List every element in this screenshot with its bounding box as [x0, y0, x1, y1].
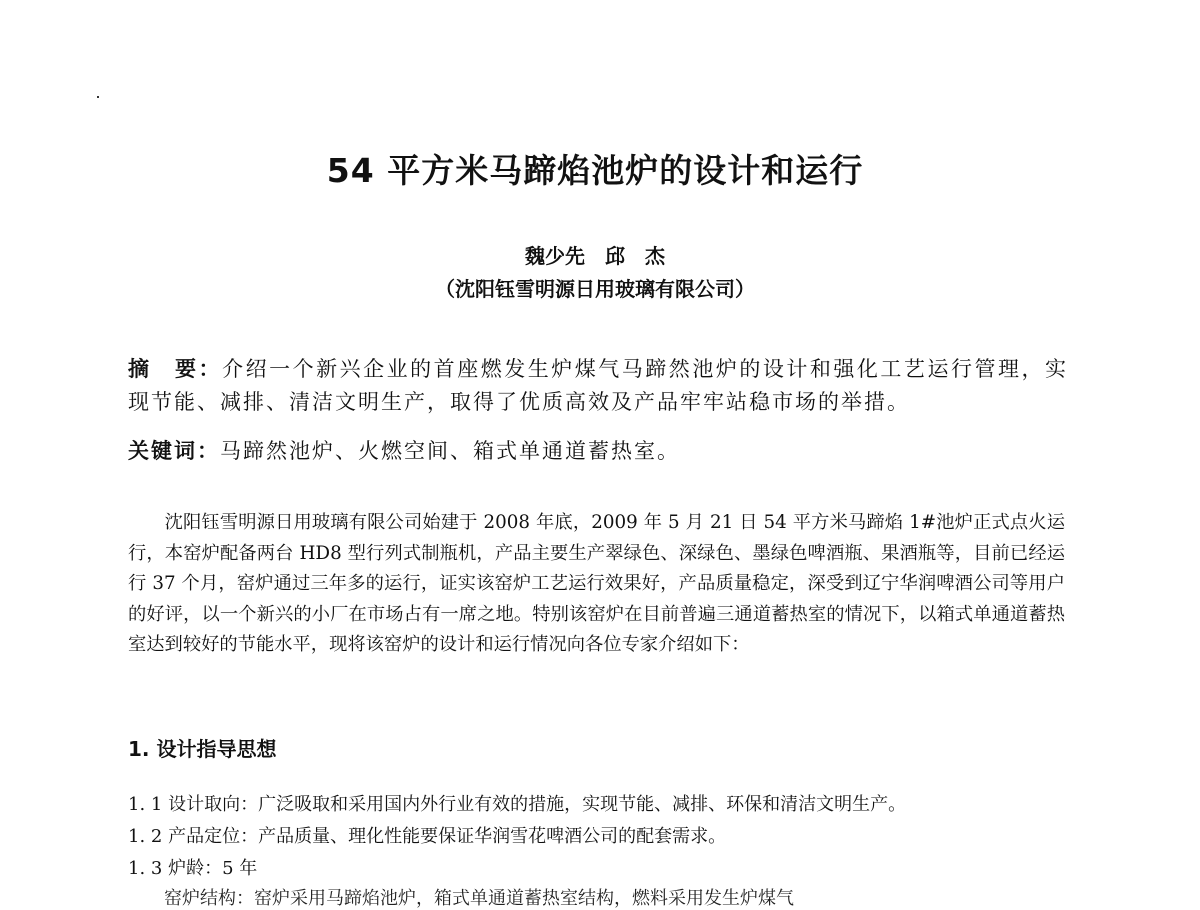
- cut-off-text-line: [128, 884, 1028, 909]
- abstract-label: 摘 要：: [128, 356, 223, 381]
- section-item: 1. 2 产品定位：产品质量、理化性能要保证华润雪花啤酒公司的配套需求。: [128, 826, 727, 847]
- abstract-block: [128, 352, 1068, 419]
- keywords-block: [128, 435, 1068, 465]
- section-item: 1. 1 设计取向：广泛吸取和采用国内外行业有效的措施，实现节能、减排、环保和清洁文明生产。: [128, 794, 907, 815]
- affiliation-line: （沈阳钰雪明源日用玻璃有限公司）: [435, 277, 755, 301]
- intro-paragraph: 沈阳钰雪明源日用玻璃有限公司始建于 2008 年底，2009 年 5 月 21 日 54 平方米马蹄焰 1#池炉正式点火运行，本窑炉配备两台 HD8 型行列式制瓶机，产品主要生产翠绿色、深绿色、墨绿色啤酒瓶、果酒瓶等，目前已经运行 37 个月，窑炉通过三年多的运行，证实该窑炉工艺运行效果好，产品质量稳定，深受到辽宁华润啤酒公司等用户的好评，以一个新兴的小厂在市场占有一席之地。特别该窑炉在目前普遍三通道蓄热室的情况下，以箱式单通道蓄热室达到较好的节能水平，现将该窑炉的设计和运行情况向各位专家介绍如下：: [128, 512, 1065, 656]
- author-line: 魏少先 邱 杰: [525, 244, 665, 268]
- keywords-text: 马蹄然池炉、火燃空间、箱式单通道蓄热室。: [220, 439, 680, 463]
- section-item: 1. 3 炉龄：5 年: [128, 858, 258, 879]
- cut-off-text: 窑炉结构：窑炉采用马蹄焰池炉，箱式单通道蓄热室结构，燃料采用发生炉煤气: [128, 888, 794, 909]
- section-heading: 1. 设计指导思想: [128, 737, 277, 761]
- paper-title: 54 平方米马蹄焰池炉的设计和运行: [326, 151, 864, 190]
- abstract-text: 介绍一个新兴企业的首座燃发生炉煤气马蹄然池炉的设计和强化工艺运行管理，实现节能、减排、清洁文明生产，取得了优质高效及产品牢牢站稳市场的举措。: [128, 357, 1069, 414]
- keywords-label: 关键词：: [128, 438, 220, 463]
- scan-speck: [97, 96, 99, 98]
